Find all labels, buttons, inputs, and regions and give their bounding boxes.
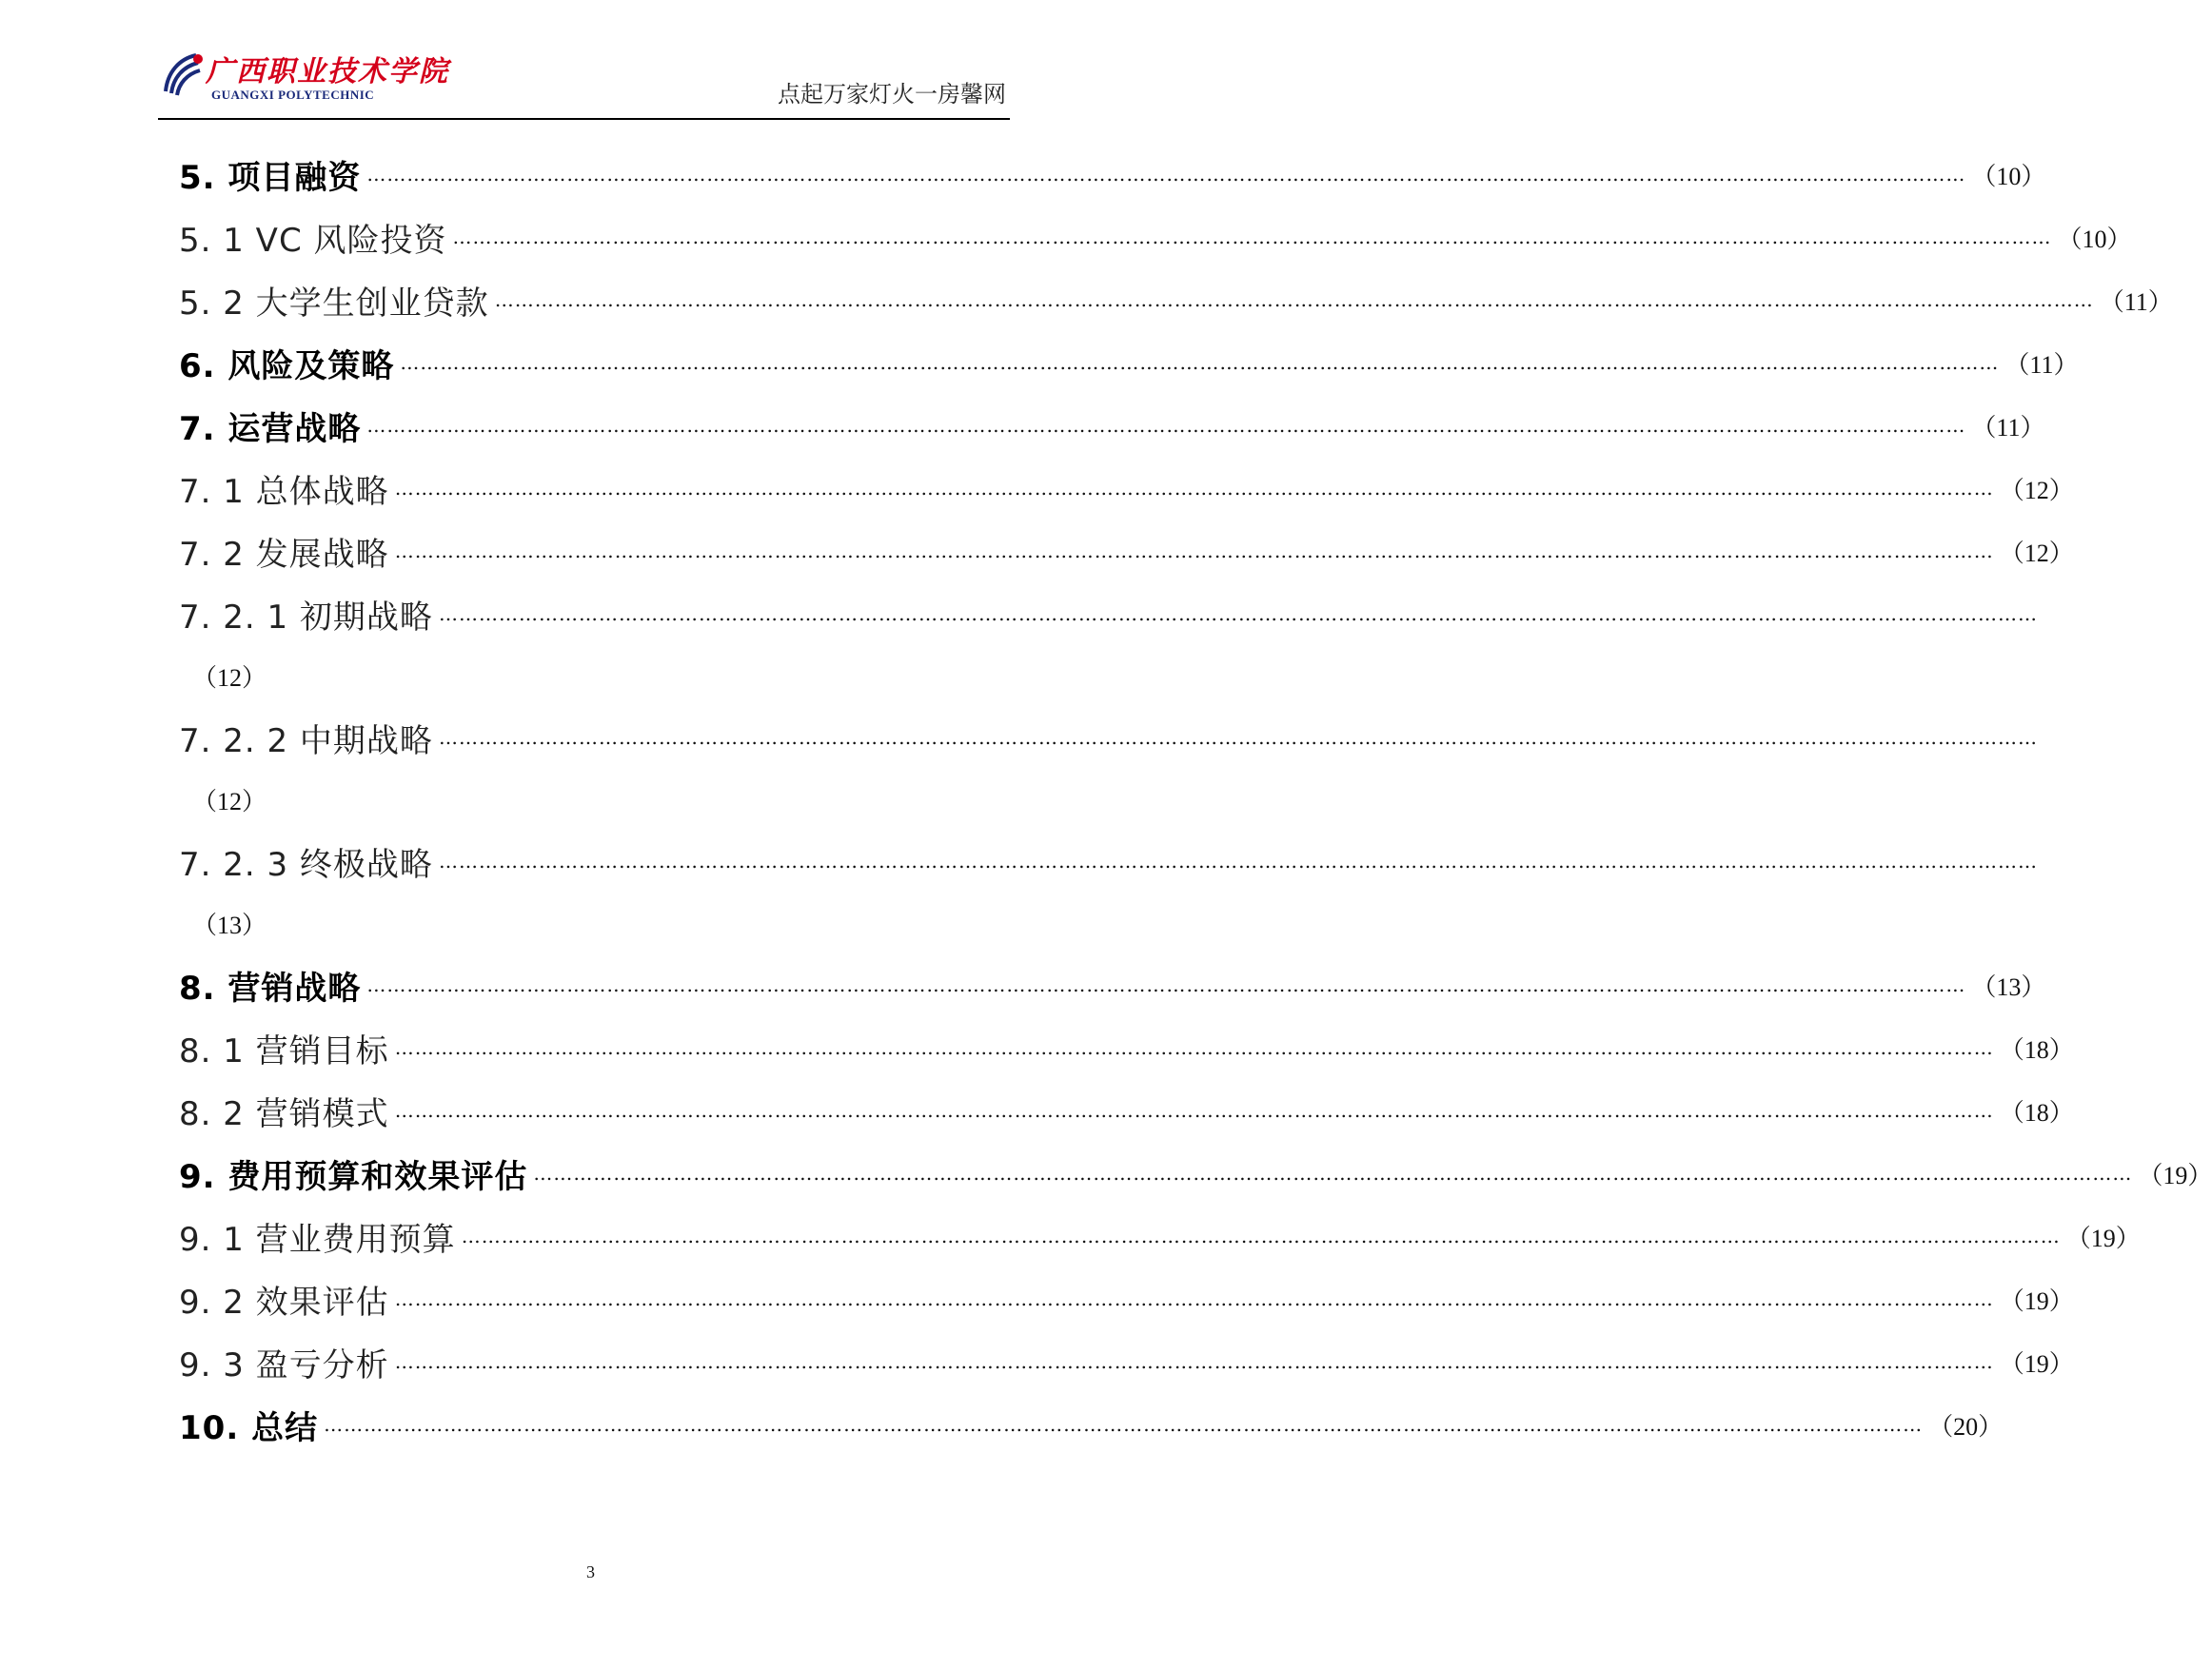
toc-entry[interactable]: [179, 268, 2173, 331]
toc-leader-dots: ……………………………………………………………………………………………………………………………………………………………………………………………………………………: [438, 726, 2038, 749]
toc-leader-dots: ……………………………………………………………………………………………………………………………………………………………………………………………………………………: [394, 1350, 1994, 1373]
toc-entry-title: 7. 2. 3 终极战略: [179, 845, 433, 884]
toc-entry-title: 10. 总结: [179, 1408, 319, 1447]
toc-entry-title: 7. 2. 1 初期战略: [179, 598, 433, 637]
toc-entry[interactable]: [179, 1330, 2074, 1393]
table-of-contents: [179, 143, 2212, 1456]
toc-entry-page: （19）: [2065, 1224, 2141, 1252]
toc-leader-dots: ……………………………………………………………………………………………………………………………………………………………………………………………………………………: [400, 351, 2000, 374]
page-header: [158, 38, 1010, 120]
toc-entry-title: 8. 2 营销模式: [179, 1094, 389, 1133]
toc-leader-dots: ……………………………………………………………………………………………………………………………………………………………………………………………………………………: [461, 1225, 2061, 1247]
toc-entry[interactable]: [179, 1079, 2074, 1142]
toc-entry[interactable]: [179, 706, 2038, 769]
site-name: 点起万家灯火一房馨网: [778, 81, 1006, 108]
toc-entry[interactable]: [179, 1267, 2074, 1330]
toc-entry-title: 8. 1 营销目标: [179, 1031, 389, 1070]
toc-entry-page: （11）: [2099, 287, 2173, 316]
toc-entry-title: 8. 营销战略: [179, 969, 362, 1008]
toc-entry-page: （11）: [1971, 413, 2045, 442]
toc-entry[interactable]: [179, 331, 2079, 394]
toc-entry[interactable]: [179, 206, 2132, 268]
toc-entry-title: 5. 项目融资: [179, 158, 362, 197]
toc-entry-page: （18）: [1999, 1035, 2074, 1064]
toc-entry[interactable]: [179, 1142, 2212, 1205]
toc-entry-page: （12）: [1999, 539, 2074, 567]
toc-entry[interactable]: [179, 143, 2046, 206]
toc-entry[interactable]: [179, 953, 2046, 1016]
toc-entry-title: 5. 1 VC 风险投资: [179, 221, 447, 260]
toc-leader-dots: ……………………………………………………………………………………………………………………………………………………………………………………………………………………: [394, 477, 1994, 500]
toc-leader-dots: ……………………………………………………………………………………………………………………………………………………………………………………………………………………: [324, 1413, 1924, 1436]
toc-entry-title: 9. 1 营业费用预算: [179, 1220, 456, 1259]
toc-entry[interactable]: [179, 582, 2038, 645]
toc-entry-title: 7. 2 发展战略: [179, 535, 389, 574]
toc-entry-page: （19）: [2138, 1161, 2212, 1189]
toc-leader-dots: ……………………………………………………………………………………………………………………………………………………………………………………………………………………: [394, 1287, 1994, 1310]
toc-entry-page: （10）: [1971, 162, 2046, 190]
toc-leader-dots: ……………………………………………………………………………………………………………………………………………………………………………………………………………………: [452, 226, 2052, 248]
toc-entry-page: （11）: [2005, 350, 2079, 379]
toc-entry-title: 7. 1 总体战略: [179, 472, 389, 511]
toc-leader-dots: ……………………………………………………………………………………………………………………………………………………………………………………………………………………: [438, 602, 2038, 625]
page-number: 3: [586, 1562, 595, 1581]
toc-entry[interactable]: [179, 830, 2038, 893]
toc-entry[interactable]: [179, 1393, 2004, 1456]
toc-entry[interactable]: [179, 1205, 2141, 1267]
toc-leader-dots: ……………………………………………………………………………………………………………………………………………………………………………………………………………………: [438, 850, 2038, 873]
school-logo: [158, 44, 558, 110]
logo-chinese-name: 广西职业技术学院: [206, 55, 449, 88]
toc-leader-dots: ……………………………………………………………………………………………………………………………………………………………………………………………………………………: [366, 973, 1966, 996]
toc-entry-page: （13）: [1971, 972, 2046, 1001]
toc-entry-page: （13）: [192, 911, 267, 939]
toc-entry-page: （12）: [192, 663, 267, 692]
toc-entry-page: （12）: [1999, 476, 2074, 504]
toc-entry-page: （12）: [192, 787, 267, 815]
toc-entry-page: （18）: [1999, 1098, 2074, 1127]
toc-entry-title: 7. 2. 2 中期战略: [179, 721, 433, 760]
toc-leader-dots: ……………………………………………………………………………………………………………………………………………………………………………………………………………………: [394, 540, 1994, 562]
toc-leader-dots: ……………………………………………………………………………………………………………………………………………………………………………………………………………………: [394, 1036, 1994, 1059]
toc-leader-dots: ……………………………………………………………………………………………………………………………………………………………………………………………………………………: [494, 288, 2094, 311]
toc-entry-title: 7. 运营战略: [179, 409, 362, 448]
toc-entry-title: 5. 2 大学生创业贷款: [179, 284, 489, 323]
toc-entry-page: （20）: [1928, 1412, 2004, 1441]
toc-entry-page: （19）: [1999, 1286, 2074, 1315]
toc-leader-dots: ……………………………………………………………………………………………………………………………………………………………………………………………………………………: [366, 163, 1966, 186]
toc-entry-title: 6. 风险及策略: [179, 346, 395, 385]
toc-entry-page: （10）: [2057, 225, 2132, 253]
toc-entry[interactable]: [179, 394, 2045, 457]
toc-leader-dots: ……………………………………………………………………………………………………………………………………………………………………………………………………………………: [394, 1099, 1994, 1122]
toc-entry[interactable]: [179, 1016, 2074, 1079]
toc-entry-title: 9. 3 盈亏分析: [179, 1345, 389, 1384]
toc-entry-page: （19）: [1999, 1349, 2074, 1378]
toc-leader-dots: ……………………………………………………………………………………………………………………………………………………………………………………………………………………: [533, 1162, 2133, 1185]
toc-entry[interactable]: [179, 520, 2074, 582]
toc-leader-dots: ……………………………………………………………………………………………………………………………………………………………………………………………………………………: [366, 414, 1966, 437]
toc-entry-title: 9. 费用预算和效果评估: [179, 1157, 528, 1196]
logo-english-name: GUANGXI POLYTECHNIC: [211, 88, 375, 102]
toc-entry[interactable]: [179, 457, 2074, 520]
toc-entry-title: 9. 2 效果评估: [179, 1283, 389, 1322]
